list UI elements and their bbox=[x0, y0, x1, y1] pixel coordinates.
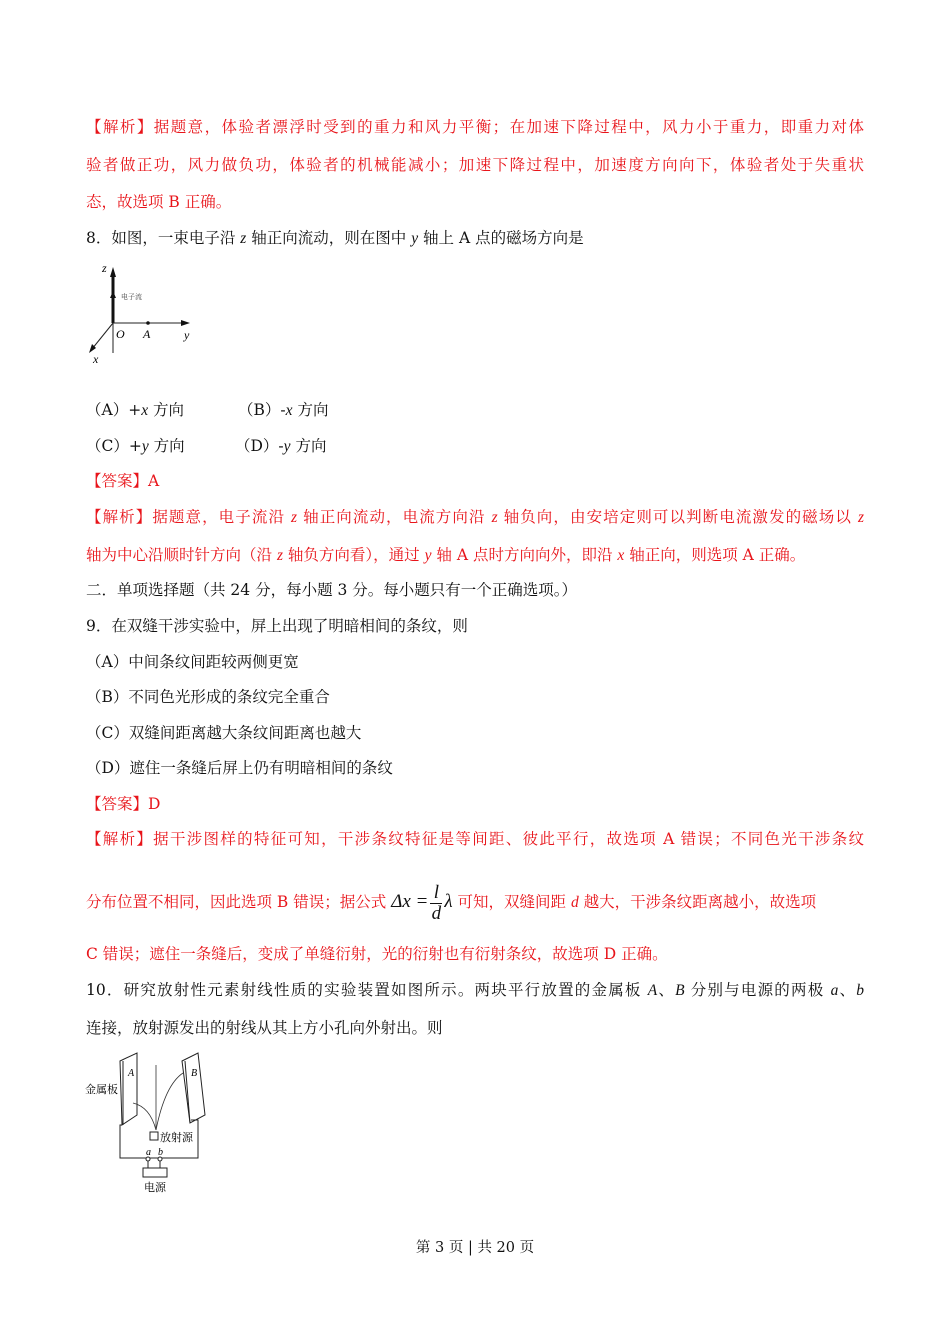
text-segment: 【答案】A bbox=[86, 472, 160, 490]
text-segment: （B）不同色光形成的条纹完全重合 bbox=[86, 688, 330, 706]
terminal-a-label: a bbox=[146, 1147, 151, 1158]
text-segment: 轴正向流动，电流方向沿 bbox=[297, 508, 492, 526]
option-var: y bbox=[141, 438, 149, 455]
formula-fraction bbox=[430, 883, 442, 924]
text-segment: 轴 A 点时方向向外，即沿 bbox=[431, 546, 618, 564]
text-segment: 连接，放射源发出的射线从其上方小孔向外射出。则 bbox=[86, 1019, 443, 1037]
text-line bbox=[86, 228, 584, 249]
q8-option-c bbox=[86, 436, 185, 457]
option-var: x bbox=[285, 402, 293, 419]
text-segment: 轴上 A 点的磁场方向是 bbox=[418, 229, 584, 247]
option-suffix: 方向 bbox=[290, 437, 327, 455]
formula-delta-x: Δx = bbox=[391, 891, 429, 912]
plate-b-label: B bbox=[191, 1068, 198, 1079]
text-segment: 轴正向，则选项 A 正确。 bbox=[624, 546, 806, 564]
text-line bbox=[86, 944, 668, 964]
text-line bbox=[86, 117, 864, 137]
text-var: z bbox=[491, 509, 498, 526]
q8-option-b bbox=[238, 400, 328, 421]
text-line bbox=[86, 980, 864, 1000]
formula-lhs bbox=[391, 891, 428, 912]
axis-y-label: y bbox=[184, 328, 190, 342]
text-segment: 、 bbox=[657, 981, 676, 999]
text-line bbox=[86, 1018, 443, 1038]
plate-a-label: A bbox=[128, 1068, 135, 1079]
text-segment: 、 bbox=[838, 981, 857, 999]
text-var: z bbox=[276, 547, 283, 564]
text-var: a bbox=[830, 982, 839, 999]
text-segment: 【解析】据干涉图样的特征可知，干涉条纹特征是等间距、彼此平行，故选项 A 错误；不同色光干涉条纹 bbox=[86, 830, 864, 848]
text-segment: 9．在双缝干涉实验中，屏上出现了明暗相间的条纹，则 bbox=[86, 617, 468, 635]
option-var: x bbox=[141, 402, 149, 419]
q8-option-a bbox=[86, 400, 184, 421]
text-segment: 二．单项选择题（共 24 分，每小题 3 分。每小题只有一个正确选项。） bbox=[86, 581, 578, 599]
text-line bbox=[86, 507, 864, 527]
text-segment: C 错误；遮住一条缝后，变成了单缝衍射，光的衍射也有衍射条纹，故选项 D 正确。 bbox=[86, 945, 668, 963]
text-line bbox=[86, 794, 160, 814]
text-segment: 分别与电源的两极 bbox=[684, 981, 831, 999]
text-var: d bbox=[570, 894, 579, 911]
option-suffix: 方向 bbox=[148, 401, 185, 419]
text-line bbox=[86, 192, 231, 212]
text-line bbox=[86, 155, 864, 175]
axis-z-label: z bbox=[102, 261, 107, 275]
text-var: y bbox=[411, 230, 419, 247]
option-label: （C）+ bbox=[86, 437, 142, 455]
electron-flow-label: 电子流 bbox=[121, 293, 142, 301]
text-line bbox=[86, 652, 299, 672]
option-label: （A）+ bbox=[86, 401, 142, 419]
text-segment: （C）双缝间距离越大条纹间距离也越大 bbox=[86, 724, 362, 742]
text-segment: 轴负向，由安培定则可以判断电流激发的磁场以 bbox=[497, 508, 858, 526]
axis-x-label: x bbox=[93, 352, 99, 366]
text-segment: 轴负方向看），通过 bbox=[282, 546, 425, 564]
text-line bbox=[86, 580, 577, 600]
text-line bbox=[86, 545, 805, 566]
text-segment: 8．如图，一束电子沿 bbox=[86, 229, 241, 247]
text-segment: （D）遮住一条缝后屏上仍有明暗相间的条纹 bbox=[86, 759, 393, 777]
text-segment: 越大，干涉条纹距离越小，故选项 bbox=[578, 893, 817, 911]
option-suffix: 方向 bbox=[148, 437, 185, 455]
numerator: l bbox=[433, 881, 439, 903]
source-label: 放射源 bbox=[160, 1132, 193, 1144]
text-var: y bbox=[424, 547, 432, 564]
text-line bbox=[86, 616, 468, 636]
point-a-label: A bbox=[143, 327, 151, 341]
text-var: x bbox=[617, 547, 625, 564]
text-segment: 可知，双缝间距 bbox=[452, 893, 571, 911]
q8-option-d bbox=[235, 436, 327, 457]
figure-electron-flow-axes bbox=[80, 255, 220, 370]
text-segment: 【解析】据题意，电子流沿 bbox=[86, 508, 292, 526]
text-var: A bbox=[647, 982, 658, 999]
text-line bbox=[86, 829, 864, 849]
formula-line bbox=[86, 880, 816, 925]
text-segment: 验者做正功，风力做负功，体验者的机械能减小；加速下降过程中，加速度方向向下，体验者处于失重状 bbox=[86, 156, 864, 174]
denominator: d bbox=[431, 902, 442, 924]
text-line bbox=[86, 687, 330, 707]
origin-label: O bbox=[116, 327, 125, 341]
text-segment: （A）中间条纹间距较两侧更宽 bbox=[86, 653, 299, 671]
text-segment: 轴正向流动，则在图中 bbox=[246, 229, 412, 247]
text-segment: 【解析】据题意，体验者漂浮时受到的重力和风力平衡；在加速下降过程中，风力小于重力，即重力对体 bbox=[86, 118, 864, 136]
text-var: B bbox=[675, 982, 685, 999]
option-label: （D）- bbox=[235, 437, 284, 455]
text-segment: 10．研究放射性元素射线性质的实验装置如图所示。两块平行放置的金属板 bbox=[86, 981, 648, 999]
text-var: z bbox=[857, 509, 864, 526]
power-supply-label: 电源 bbox=[144, 1182, 166, 1194]
metal-plate-label: 金属板 bbox=[85, 1084, 118, 1096]
terminal-b-label: b bbox=[158, 1147, 163, 1158]
text-var: z bbox=[240, 230, 247, 247]
text-var: b bbox=[856, 982, 864, 999]
text-segment: 【答案】D bbox=[86, 795, 161, 813]
text-segment: 轴为中心沿顺时针方向（沿 bbox=[86, 546, 277, 564]
page-footer: 第 3 页 | 共 20 页 bbox=[415, 1240, 535, 1256]
text-segment: 分布位置不相同，因此选项 B 错误；据公式 bbox=[86, 893, 392, 911]
option-var: y bbox=[283, 438, 291, 455]
figure-radiation-apparatus bbox=[80, 1045, 220, 1200]
text-line bbox=[86, 723, 361, 743]
text-line bbox=[86, 471, 159, 491]
text-segment: 态，故选项 B 正确。 bbox=[86, 193, 232, 211]
text-var: z bbox=[291, 509, 298, 526]
option-label: （B）- bbox=[238, 401, 286, 419]
option-suffix: 方向 bbox=[292, 401, 329, 419]
text-line bbox=[86, 758, 393, 778]
formula-lambda: λ bbox=[444, 891, 453, 912]
